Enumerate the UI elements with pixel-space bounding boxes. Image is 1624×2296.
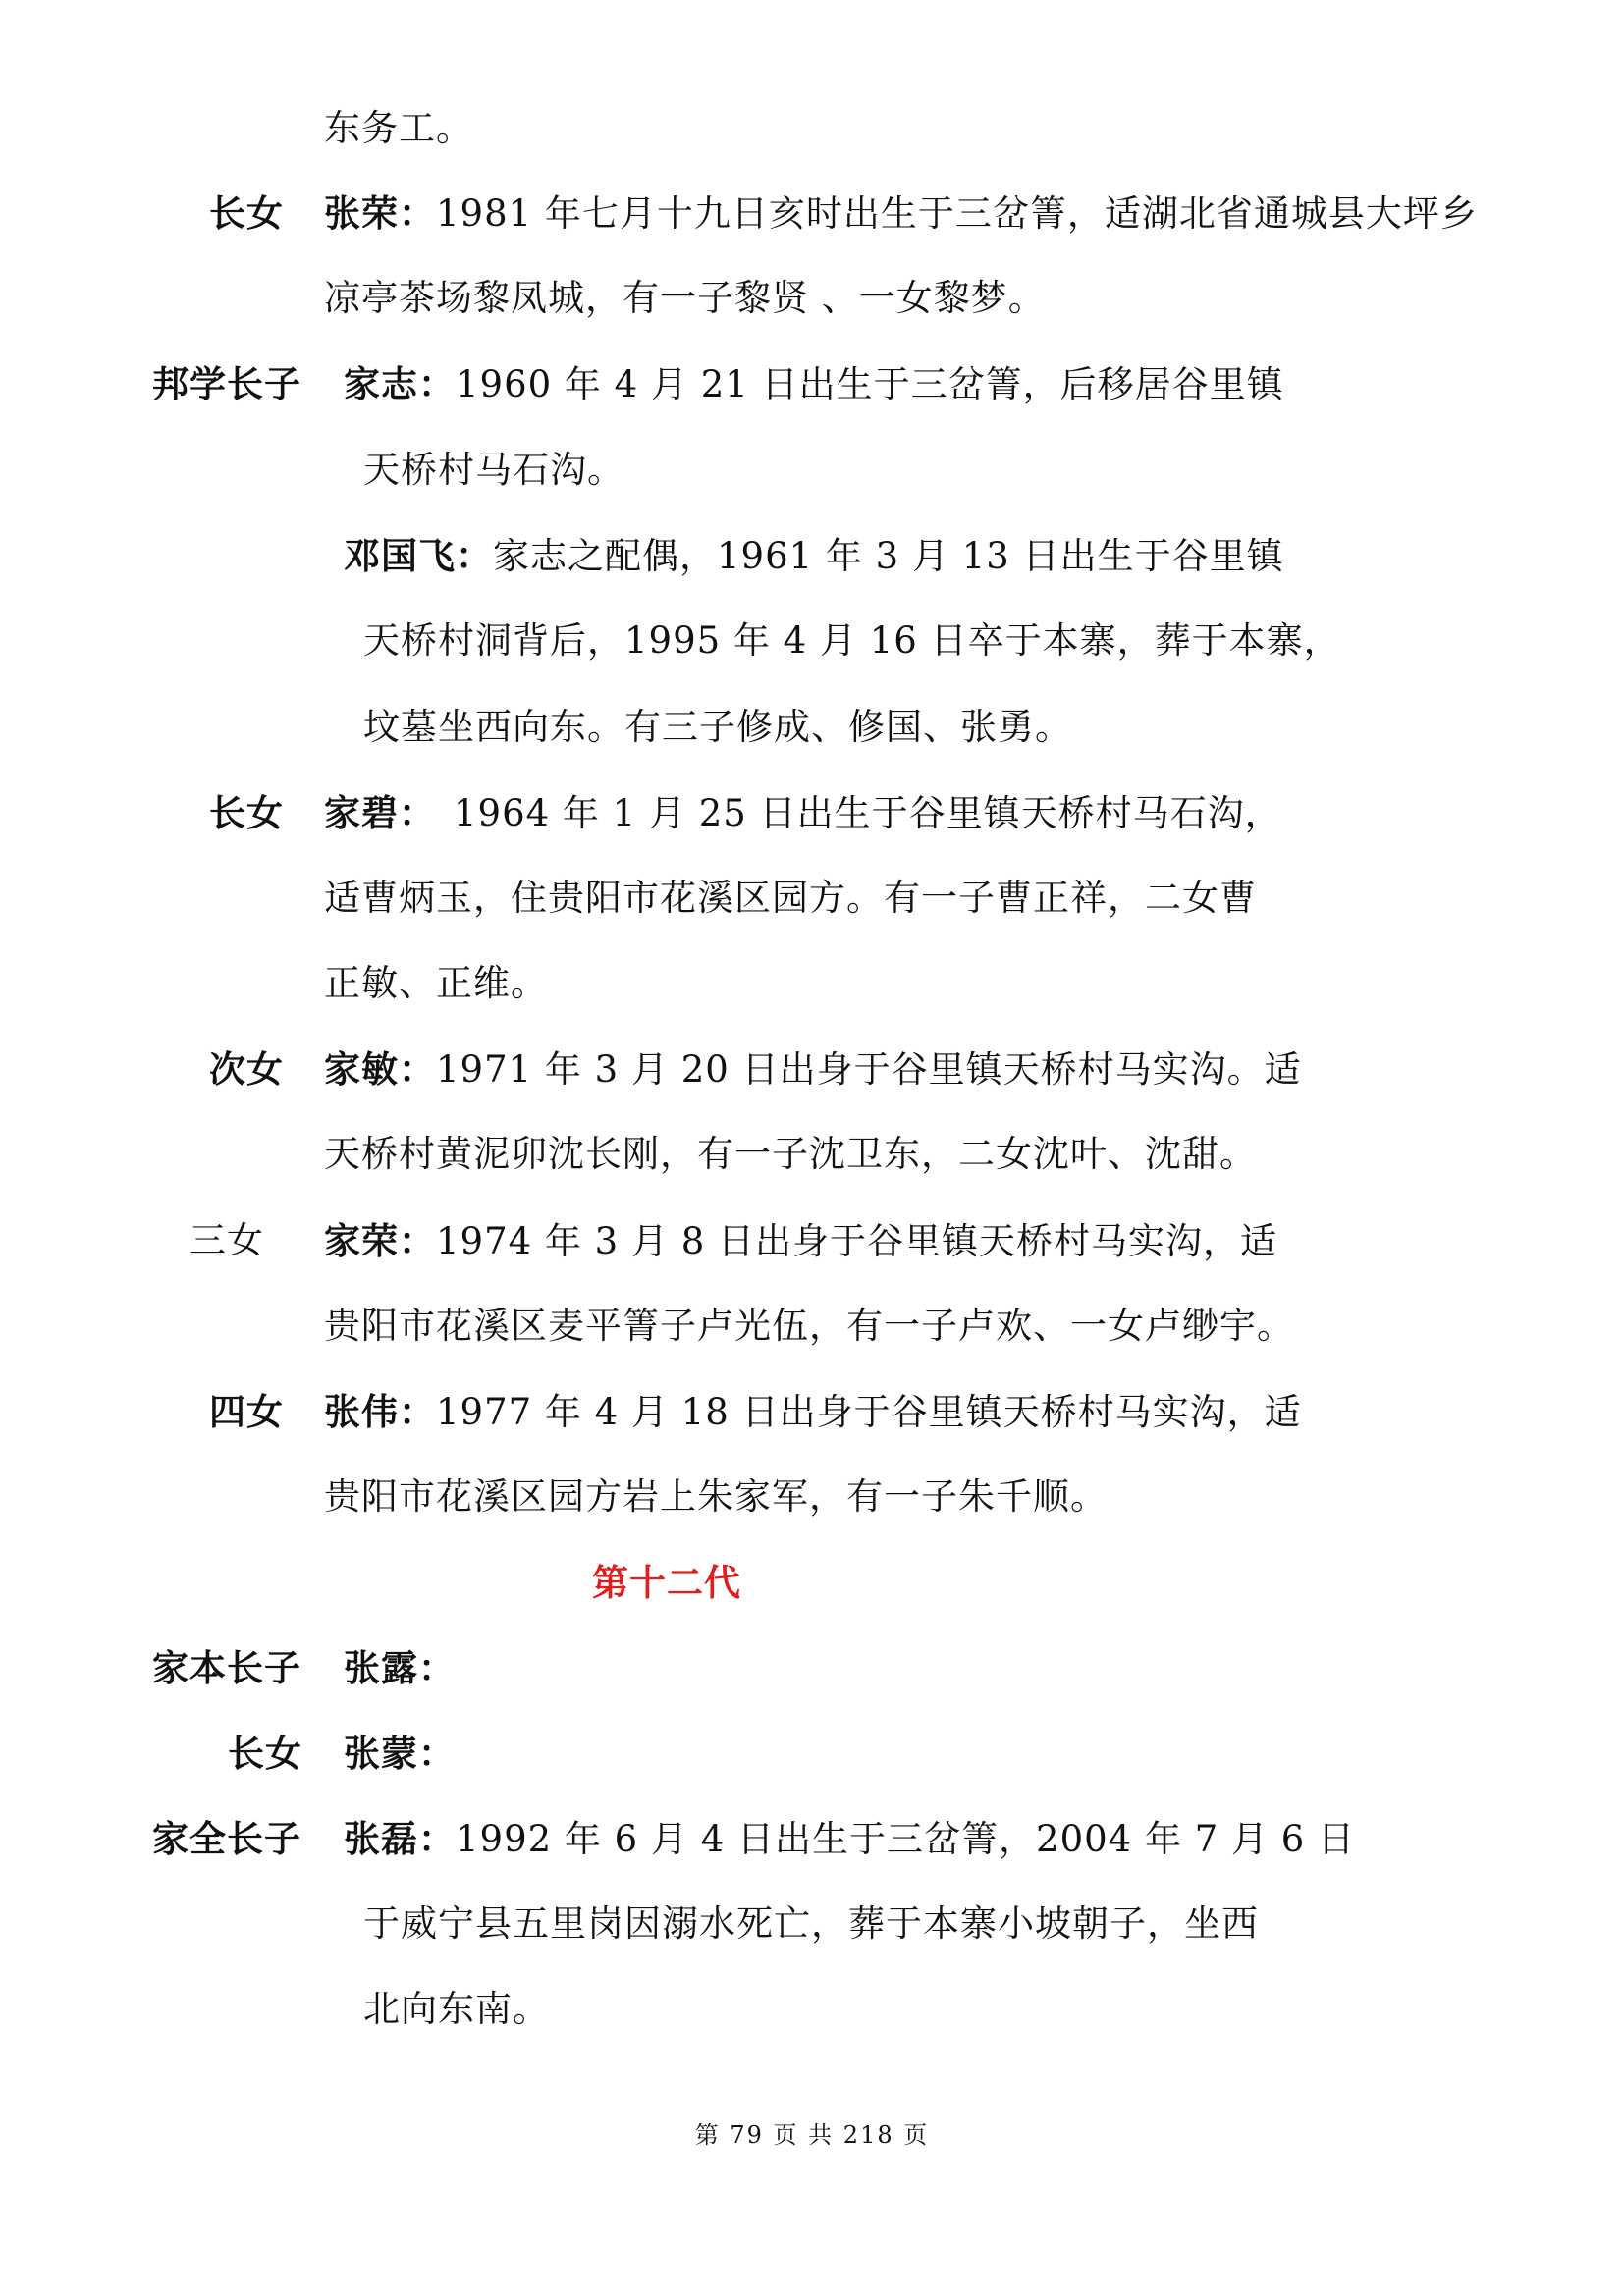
entry-line: 天桥村洞背后，1995 年 4 月 16 日卒于本寨，葬于本寨， [363, 619, 1341, 662]
generation-heading: 第十二代 [592, 1561, 741, 1604]
entry-line: 凉亭茶场黎凤城，有一子黎贤 、一女黎梦。 [324, 277, 1046, 319]
relation-label: 三女 [189, 1219, 264, 1261]
entry-line: 正敏、正维。 [324, 962, 548, 1004]
entry-line: 贵阳市花溪区园方岩上朱家军，有一子朱千顺。 [324, 1475, 1108, 1518]
person-name: 家敏： [324, 1047, 436, 1091]
entry-line: 天桥村马石沟。 [363, 449, 624, 491]
entry-line: 适曹炳玉，住贵阳市花溪区园方。有一子曹正祥，二女曹 [324, 877, 1257, 919]
person-name: 邓国飞： [344, 534, 493, 577]
person-name: 张伟： [324, 1390, 436, 1433]
relation-label: 长女 [228, 1732, 302, 1775]
entry-text: 1960 年 4 月 21 日出生于三岔箐，后移居谷里镇 [456, 363, 1284, 405]
entry-text: 家志之配偶，1961 年 3 月 13 日出生于谷里镇 [493, 535, 1284, 577]
entry-line: 天桥村黄泥卯沈长刚，有一子沈卫东，二女沈叶、沈甜。 [324, 1133, 1257, 1175]
relation-label: 次女 [209, 1047, 284, 1091]
entry-line: 北向东南。 [363, 1988, 550, 2030]
entry-line [324, 1218, 1277, 1264]
page-footer: 第 79 页 共 218 页 [694, 2121, 930, 2149]
entry-line: 于威宁县五里岗因溺水死亡，葬于本寨小坡朝子，坐西 [363, 1902, 1259, 1945]
entry-line [344, 361, 1284, 407]
person-name: 张蒙： [344, 1732, 456, 1775]
entry-line: 贵阳市花溪区麦平箐子卢光伍，有一子卢欢、一女卢缈宇。 [324, 1305, 1294, 1347]
entry-text: 1974 年 3 月 8 日出身于谷里镇天桥村马实沟，适 [436, 1220, 1278, 1262]
entry-line [324, 1046, 1302, 1093]
entry-line [344, 1816, 1355, 1862]
text-line: 东务工。 [324, 107, 473, 149]
entry-text: 1981 年七月十九日亥时出生于三岔箐，适湖北省通城县大坪乡 [436, 192, 1478, 235]
entry-text: 1977 年 4 月 18 日出身于谷里镇天桥村马实沟，适 [436, 1391, 1302, 1433]
relation-label: 邦学长子 [152, 362, 301, 405]
person-name: 家碧： [324, 791, 436, 834]
relation-label: 家全长子 [152, 1817, 301, 1860]
person-name: 张荣： [324, 191, 436, 235]
relation-label: 长女 [209, 791, 284, 834]
person-name: 家志： [344, 362, 456, 405]
entry-line [344, 533, 1284, 579]
entry-text: 1992 年 6 月 4 日出生于三岔箐，2004 年 7 月 6 日 [456, 1818, 1356, 1860]
relation-label: 长女 [209, 191, 284, 235]
entry-line: 坟墓坐西向东。有三子修成、修国、张勇。 [363, 706, 1072, 748]
person-name: 张磊： [344, 1817, 456, 1860]
entry-line [324, 790, 1282, 836]
relation-label: 四女 [209, 1390, 284, 1433]
entry-text: 1971 年 3 月 20 日出身于谷里镇天桥村马实沟。适 [436, 1048, 1302, 1091]
person-name: 家荣： [324, 1219, 436, 1262]
entry-line [324, 190, 1478, 237]
entry-line [324, 1389, 1302, 1435]
person-name: 张露： [344, 1646, 456, 1689]
relation-label: 家本长子 [152, 1646, 301, 1689]
entry-text: 1964 年 1 月 25 日出生于谷里镇天桥村马石沟， [454, 792, 1282, 834]
